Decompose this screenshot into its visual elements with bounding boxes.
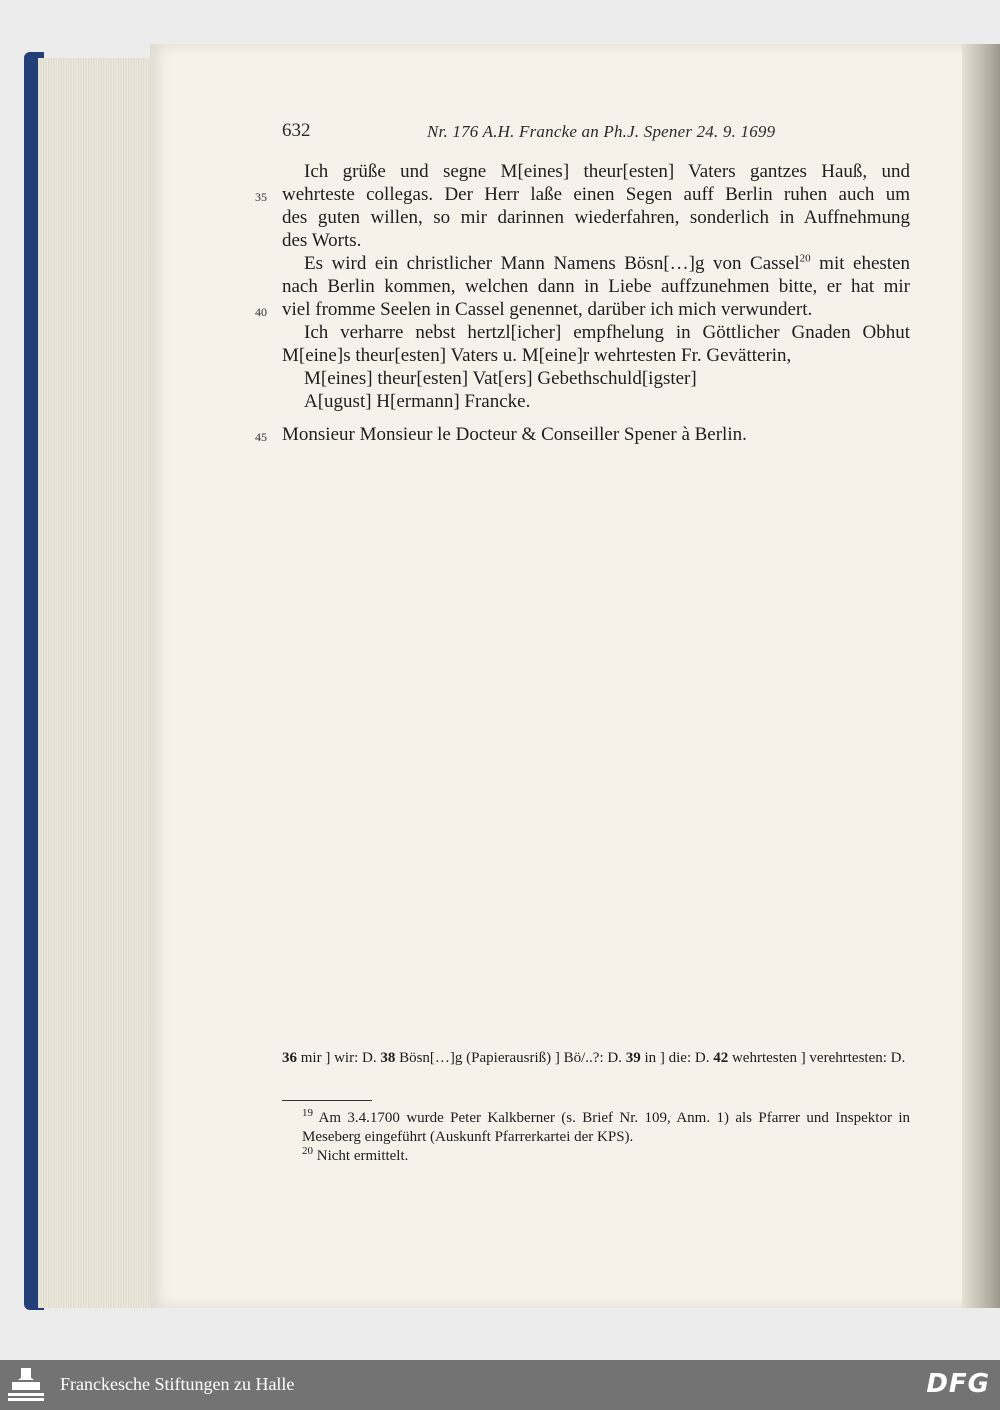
text-line: M[eine]s theur[esten] Vaters u. M[eine]r wehrtesten Fr. Gevätterin,: [282, 345, 792, 366]
text-line: M[eines] theur[esten] Vat[ers] Gebethschuld[igster]: [304, 368, 697, 389]
footer-bar: [0, 1360, 1000, 1410]
line-number: 35: [255, 190, 267, 204]
footer-label: Franckesche Stiftungen zu Halle: [60, 1374, 295, 1394]
footnotes: [282, 1109, 910, 1166]
line-number: 45: [255, 430, 267, 444]
letter-text: [255, 160, 911, 446]
footnote-ref: 20: [799, 252, 811, 265]
line-number: 40: [255, 305, 267, 319]
critical-apparatus: 36 mir ] wir: D. 38 Bösn[…]g (Papierausriß) ] Bö/..?: D. 39 in ] die: D. 42 wehrtesten ] verehrtesten: D.: [282, 1050, 906, 1066]
text-line: 35 wehrteste collegas. Der Herr laße einen Segen auff Berlin ruhen auch um: [282, 183, 910, 206]
text-line: Es wird ein christlicher Mann Namens Bösn[…]g von Cassel$^{20}$ mit ehesten: [304, 252, 911, 274]
page-stack-edge: [38, 58, 158, 1308]
text-line: des guten willen, so mir darinnen wiederfahren, sonderlich in Auffnehmung: [282, 207, 910, 228]
page-number: 632: [282, 120, 311, 141]
text-line: A[ugust] H[ermann] Francke.: [304, 391, 531, 412]
text-line: 45 Monsieur Monsieur le Docteur & Conseiller Spener à Berlin.: [282, 423, 910, 446]
text-line: nach Berlin kommen, welchen dann in Liebe auffzunehmen bitte, er hat mir: [282, 276, 910, 297]
text-line: 40 viel fromme Seelen in Cassel genennet, darüber ich mich verwundert.: [282, 298, 910, 321]
page-gutter-shadow: [962, 44, 1000, 1308]
text-line: Ich grüße und segne M[eines] theur[esten] Vaters gantzes Hauß, und: [304, 161, 910, 182]
footnote-rule: [282, 1100, 372, 1101]
franckesche-stiftungen-logo[interactable]: [6, 1365, 46, 1405]
text-line: Ich verharre nebst hertzl[icher] empfhelung in Göttlicher Gnaden Obhut: [304, 322, 910, 343]
text-line: des Worts.: [282, 230, 362, 251]
dfg-logo[interactable]: DFG: [926, 1369, 990, 1399]
running-title: Nr. 176 A.H. Francke an Ph.J. Spener 24. 9. 1699: [427, 122, 776, 141]
footnote-19: $^{19}$ Am 3.4.1700 wurde Peter Kalkberner (s. Brief Nr. 109, Anm. 1) als Pfarrer und Inspektor in Meseberg eingeführt (Auskunft Pfarrerkartei der KPS).: [302, 1107, 910, 1145]
footnote-20: $^{20}$ Nicht ermittelt.: [302, 1145, 409, 1164]
